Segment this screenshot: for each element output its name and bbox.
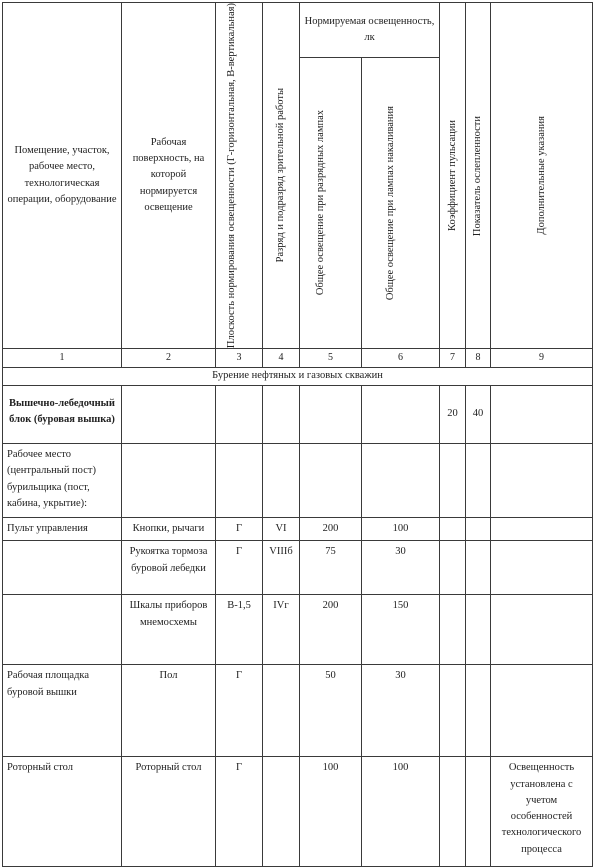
cell-glare: [466, 518, 491, 541]
header-discharge-text: Общее освещение при разрядных лампах: [314, 110, 326, 296]
cell-notes: Освещенность установлена с учетом особенностей технологического процесса: [491, 757, 593, 867]
cell-room: Вышечно-лебедочный блок (буровая вышка): [3, 386, 122, 444]
cell-discharge: [300, 444, 362, 518]
col-number: 5: [300, 349, 362, 368]
header-glare: [466, 3, 491, 349]
table-row: [3, 518, 593, 541]
cell-plane: [216, 386, 263, 444]
cell-plane: Г: [216, 757, 263, 867]
cell-glare: [466, 541, 491, 595]
header-plane: [216, 3, 263, 349]
col-number: 8: [466, 349, 491, 368]
cell-class: [263, 386, 300, 444]
cell-incandescent: 100: [362, 757, 440, 867]
header-illuminance-group: Нормируемая освещенность, лк: [300, 3, 440, 58]
cell-class: IVг: [263, 595, 300, 665]
table-row: [3, 665, 593, 757]
cell-room: [3, 541, 122, 595]
cell-room: Пульт управления: [3, 518, 122, 541]
cell-class: [263, 665, 300, 757]
header-room: Помещение, участок, рабочее место, технологическая операции, оборудование: [3, 3, 122, 349]
cell-incandescent: 100: [362, 518, 440, 541]
cell-glare: [466, 595, 491, 665]
cell-incandescent: 30: [362, 665, 440, 757]
header-notes: [491, 3, 593, 349]
cell-discharge: 50: [300, 665, 362, 757]
cell-surface: Пол: [122, 665, 216, 757]
cell-notes: [491, 541, 593, 595]
header-incandescent-text: Общее освещение при лампах накаливания: [384, 105, 396, 301]
col-number: 6: [362, 349, 440, 368]
cell-discharge: 100: [300, 757, 362, 867]
col-number: 3: [216, 349, 263, 368]
col-number: 2: [122, 349, 216, 368]
table-row: [3, 541, 593, 595]
cell-glare: [466, 757, 491, 867]
cell-class: VI: [263, 518, 300, 541]
col-number: 9: [491, 349, 593, 368]
cell-class: VIIIб: [263, 541, 300, 595]
header-visual-class: [263, 3, 300, 349]
cell-surface: Роторный стол: [122, 757, 216, 867]
cell-notes: [491, 444, 593, 518]
cell-surface: Шкалы приборов мнемосхемы: [122, 595, 216, 665]
cell-incandescent: [362, 444, 440, 518]
cell-glare: 40: [466, 386, 491, 444]
cell-discharge: 200: [300, 595, 362, 665]
cell-surface: [122, 444, 216, 518]
cell-pulsation: [440, 595, 466, 665]
section-title: Бурение нефтяных и газовых скважин: [3, 368, 593, 386]
cell-notes: [491, 518, 593, 541]
header-pulsation-text: Коэффициент пульсации: [446, 120, 458, 232]
cell-discharge: 75: [300, 541, 362, 595]
header-incandescent: [362, 57, 440, 348]
cell-plane: В-1,5: [216, 595, 263, 665]
cell-class: [263, 444, 300, 518]
cell-incandescent: [362, 386, 440, 444]
cell-plane: Г: [216, 518, 263, 541]
cell-glare: [466, 665, 491, 757]
header-discharge: [300, 57, 362, 348]
cell-incandescent: 150: [362, 595, 440, 665]
cell-notes: [491, 386, 593, 444]
col-number: 7: [440, 349, 466, 368]
table-row: [3, 444, 593, 518]
cell-pulsation: 20: [440, 386, 466, 444]
cell-room: Роторный стол: [3, 757, 122, 867]
cell-notes: [491, 595, 593, 665]
cell-room: [3, 595, 122, 665]
table-row: [3, 757, 593, 867]
col-number: 4: [263, 349, 300, 368]
cell-glare: [466, 444, 491, 518]
cell-class: [263, 757, 300, 867]
header-row: [3, 3, 593, 58]
header-pulsation: [440, 3, 466, 349]
cell-plane: [216, 444, 263, 518]
table-row: [3, 595, 593, 665]
header-visual-class-text: Разряд и подразряд зрительной работы: [275, 88, 287, 263]
col-number: 1: [3, 349, 122, 368]
header-plane-text: Плоскость нормирования освещенности (Г-горизонтальная, В-вертикальная): [226, 3, 237, 349]
cell-pulsation: [440, 665, 466, 757]
table-row: [3, 386, 593, 444]
cell-plane: Г: [216, 541, 263, 595]
lighting-norms-table: [2, 2, 593, 867]
cell-surface: Рукоятка тормоза буровой лебедки: [122, 541, 216, 595]
cell-pulsation: [440, 541, 466, 595]
header-work-surface: Рабочая поверхность, на которой нормируется освещение: [122, 3, 216, 349]
cell-pulsation: [440, 518, 466, 541]
cell-pulsation: [440, 444, 466, 518]
section-row: [3, 368, 593, 386]
cell-incandescent: 30: [362, 541, 440, 595]
cell-surface: Кнопки, рычаги: [122, 518, 216, 541]
cell-discharge: 200: [300, 518, 362, 541]
cell-pulsation: [440, 757, 466, 867]
cell-discharge: [300, 386, 362, 444]
cell-notes: [491, 665, 593, 757]
column-numbers-row: [3, 349, 593, 368]
cell-surface: [122, 386, 216, 444]
cell-room: Рабочее место (центральный пост) бурильщика (пост, кабина, укрытие):: [3, 444, 122, 518]
header-notes-text: Дополнительные указания: [535, 116, 547, 235]
header-glare-text: Показатель ослепленности: [472, 115, 484, 236]
cell-plane: Г: [216, 665, 263, 757]
cell-room: Рабочая площадка буровой вышки: [3, 665, 122, 757]
